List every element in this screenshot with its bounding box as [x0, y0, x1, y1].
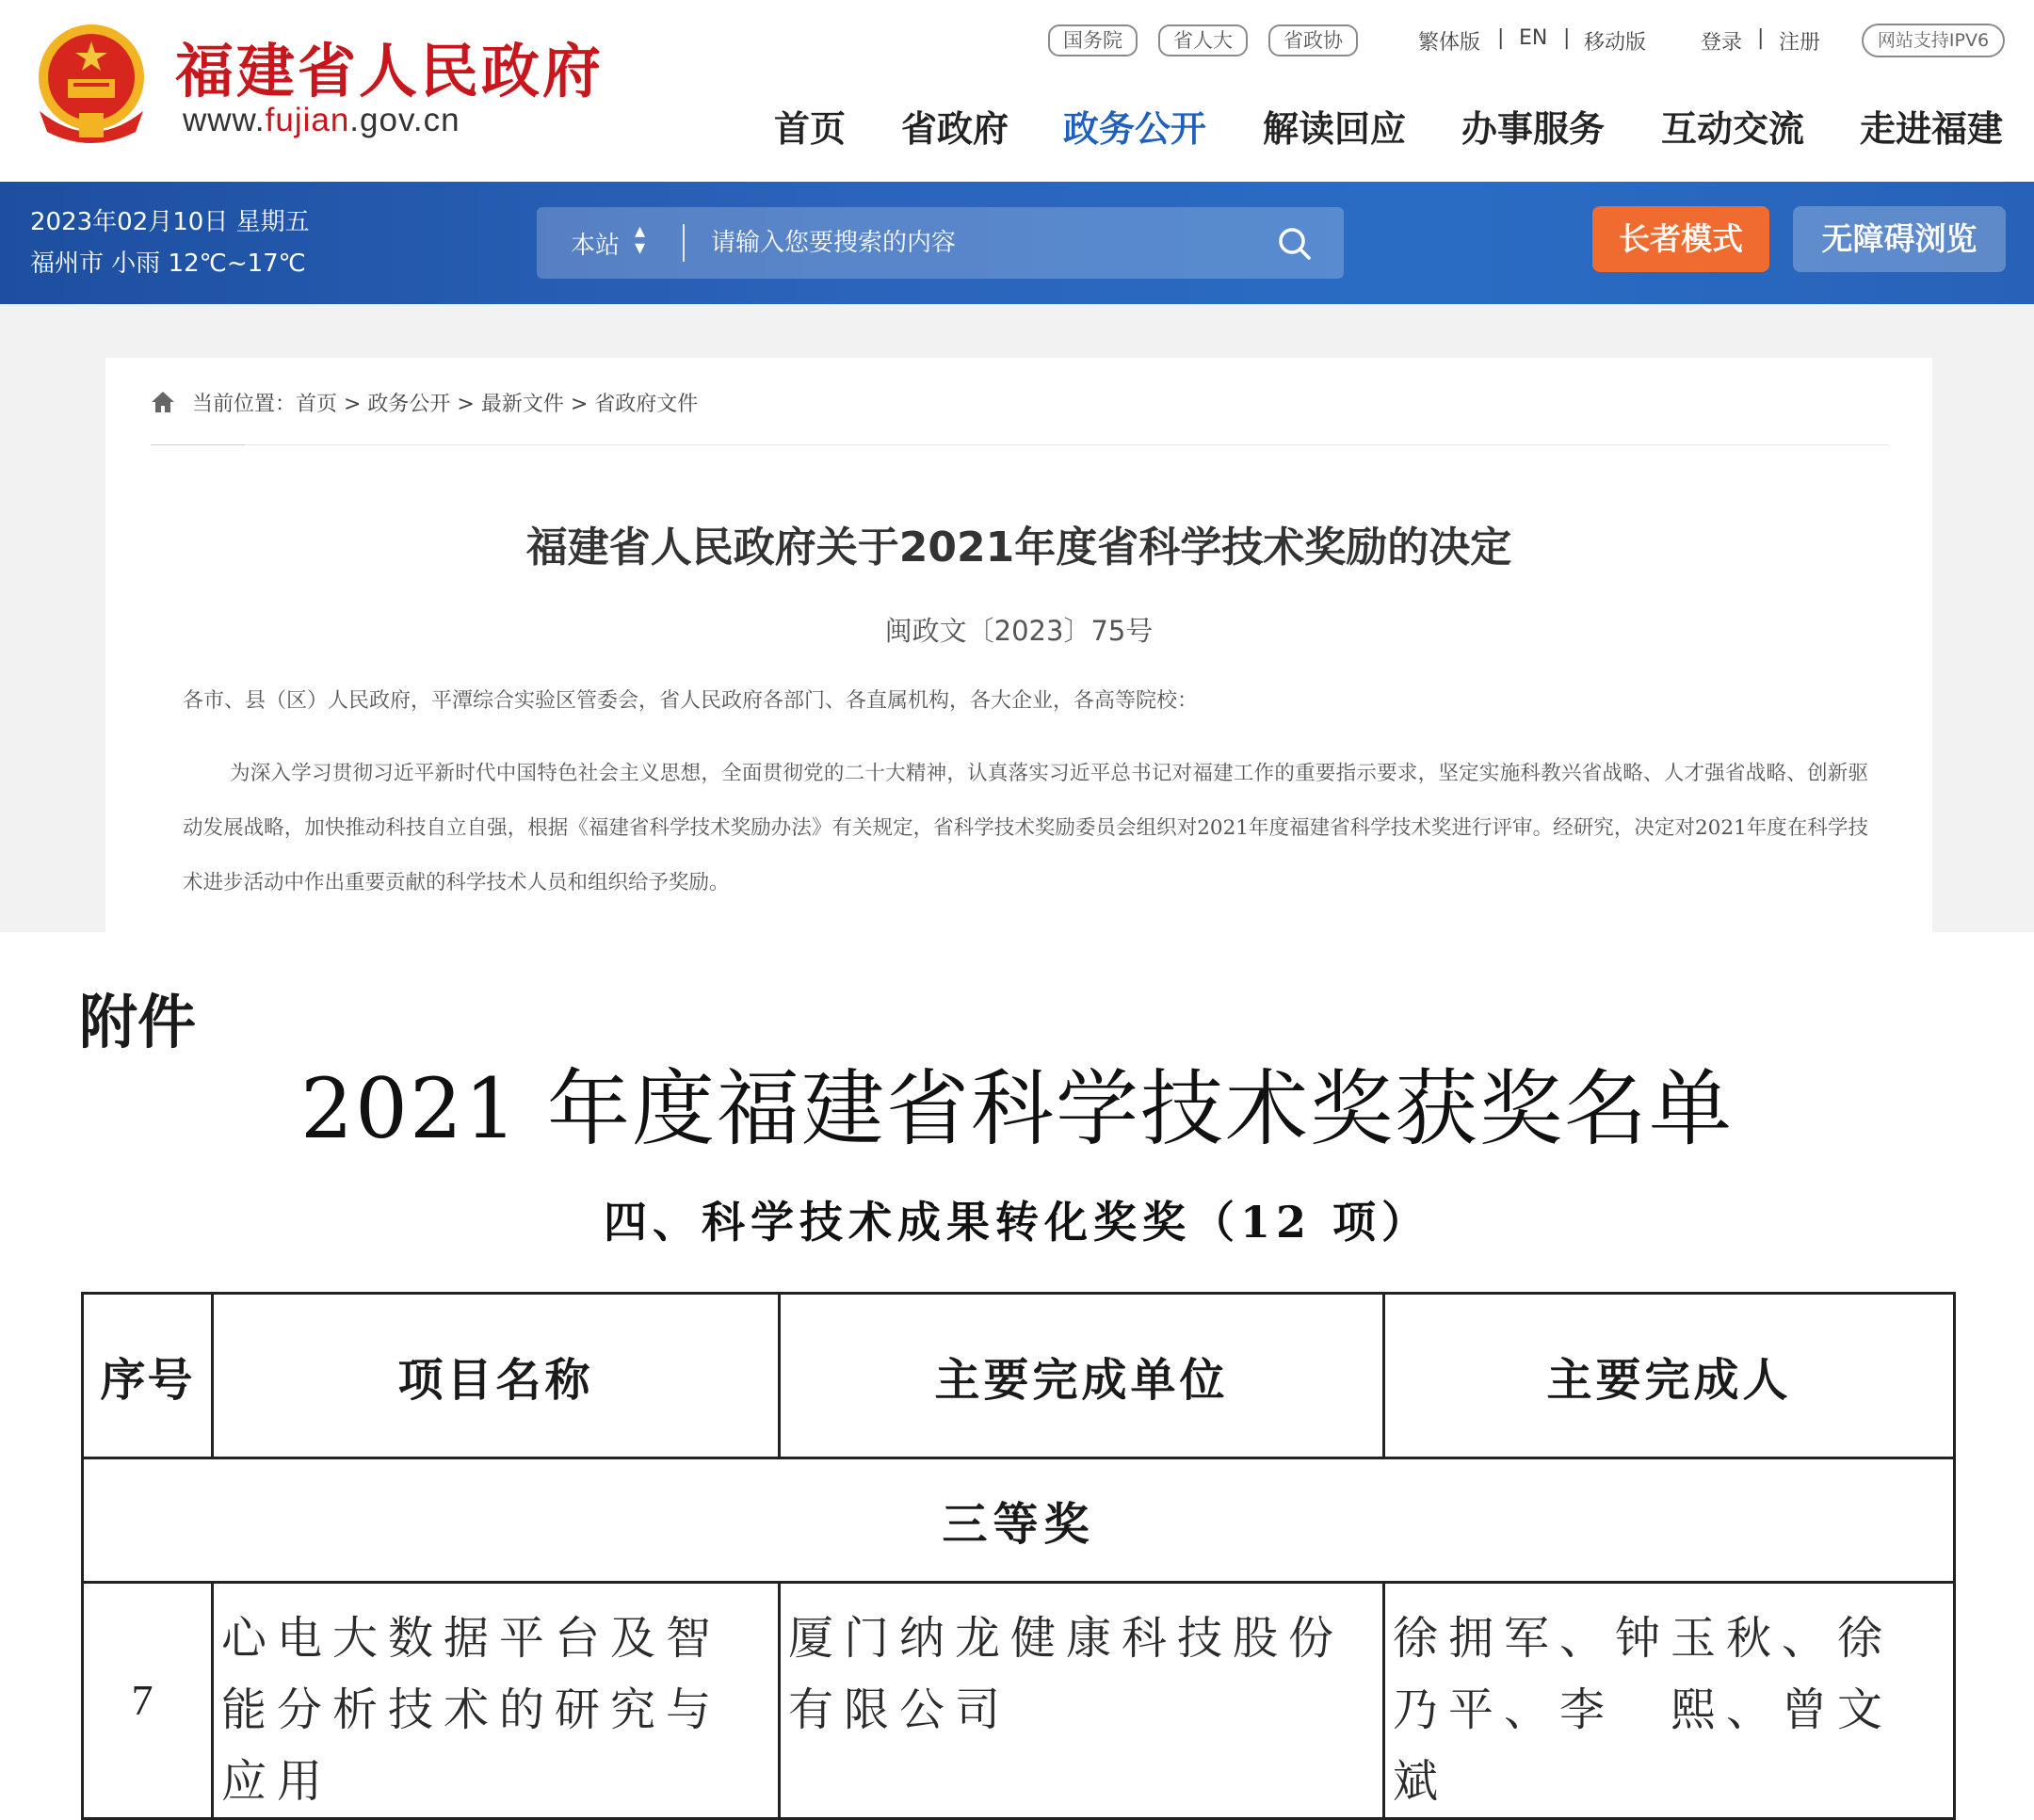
accessibility-button[interactable]: 无障碍浏览 — [1793, 206, 2006, 272]
attachment-label: 附件 — [79, 988, 197, 1056]
register-link[interactable]: 注册 — [1779, 31, 1821, 55]
login-link[interactable]: 登录 — [1701, 31, 1743, 55]
link-provincial-congress[interactable]: 省人大 — [1158, 24, 1248, 56]
project-name: 心电大数据平台及智能分析技术的研究与应用 — [213, 1583, 780, 1819]
divider — [683, 224, 685, 262]
url-prefix: www. — [183, 102, 266, 138]
award-section-title: 四、科学技术成果转化奖奖（12 项） — [603, 1197, 1431, 1248]
national-emblem-logo[interactable] — [32, 21, 151, 145]
document-title: 福建省人民政府关于2021年度省科学技术奖励的决定 — [525, 523, 1512, 572]
column-header-persons: 主要完成人 — [1384, 1294, 1955, 1458]
column-header-project: 项目名称 — [213, 1294, 780, 1458]
nav-interaction[interactable]: 互动交流 — [1661, 108, 1805, 150]
link-mobile[interactable]: 移动版 — [1584, 31, 1647, 55]
weather-info: 福州市 小雨 12℃~17℃ — [30, 250, 306, 278]
link-traditional-chinese[interactable]: 繁体版 — [1418, 31, 1481, 55]
search-box — [537, 207, 1344, 279]
nav-government-affairs[interactable]: 政务公开 — [1063, 108, 1207, 150]
divider: | — [1563, 26, 1571, 50]
site-url[interactable] — [183, 102, 460, 139]
nav-about-fujian[interactable]: 走进福建 — [1860, 108, 2004, 150]
search-scope-select[interactable]: 本站 — [571, 232, 621, 260]
award-list-title: 2021 年度福建省科学技术奖获奖名单 — [300, 1060, 1734, 1157]
column-header-number: 序号 — [83, 1294, 213, 1458]
link-english[interactable]: EN — [1519, 26, 1548, 50]
breadcrumb[interactable]: 当前位置：首页 > 政务公开 > 最新文件 > 省政府文件 — [192, 393, 699, 416]
search-icon[interactable] — [1275, 224, 1315, 264]
nav-home[interactable]: 首页 — [774, 108, 847, 150]
row-number: 7 — [83, 1583, 213, 1819]
completing-persons: 徐拥军、钟玉秋、徐乃平、李 熙、曾文斌 — [1384, 1583, 1955, 1819]
divider: | — [1497, 26, 1505, 50]
url-suffix: .gov.cn — [349, 102, 460, 138]
info-search-bar — [0, 182, 2034, 304]
table-grade-row — [83, 1458, 1955, 1583]
site-header — [0, 0, 2034, 182]
sort-arrows-icon[interactable]: ▴ ▾ — [635, 219, 646, 260]
document-number: 闽政文〔2023〕75号 — [884, 615, 1154, 647]
document-paragraph: 为深入学习贯彻习近平新时代中国特色社会主义思想，全面贯彻党的二十大精神，认真落实习近平总书记对福建工作的重要指示要求，坚定实施科教兴省战略、人才强省战略、创新驱动发展战略，加快推动科技自立自强，根据《福建省科学技术奖励办法》有关规定，省科学技术奖励委员会组织对2021年度福建省科学技术奖进行评审。经研究，决定对2021年度在科学技术进步活动中作出重要贡献的科学技术人员和组织给予奖励。 — [183, 762, 1868, 894]
nav-interpretation[interactable]: 解读回应 — [1263, 108, 1407, 150]
site-title[interactable]: 福建省人民政府 — [175, 37, 605, 105]
column-header-unit: 主要完成单位 — [780, 1294, 1384, 1458]
search-input[interactable] — [711, 220, 1276, 266]
elder-mode-button[interactable]: 长者模式 — [1592, 206, 1769, 272]
ipv6-badge[interactable]: 网站支持IPV6 — [1862, 24, 2005, 57]
nav-provincial-government[interactable]: 省政府 — [901, 108, 1009, 150]
link-provincial-cppcc[interactable]: 省政协 — [1268, 24, 1358, 56]
url-highlight: fujian — [265, 102, 350, 138]
table-row — [83, 1583, 1955, 1819]
table-header-row — [83, 1294, 1955, 1458]
home-icon[interactable] — [151, 391, 175, 413]
award-grade: 三等奖 — [83, 1458, 1955, 1583]
divider — [151, 444, 1889, 445]
completing-unit: 厦门纳龙健康科技股份有限公司 — [780, 1583, 1384, 1819]
nav-services[interactable]: 办事服务 — [1461, 108, 1606, 150]
award-table — [81, 1292, 1956, 1820]
article-card — [105, 358, 1932, 932]
current-date: 2023年02月10日 星期五 — [30, 208, 310, 236]
link-state-council[interactable]: 国务院 — [1048, 24, 1138, 56]
divider: | — [1757, 26, 1765, 50]
document-addressee: 各市、县（区）人民政府，平潭综合实验区管委会，省人民政府各部门、各直属机构，各大企业，各高等院校： — [183, 689, 1199, 713]
